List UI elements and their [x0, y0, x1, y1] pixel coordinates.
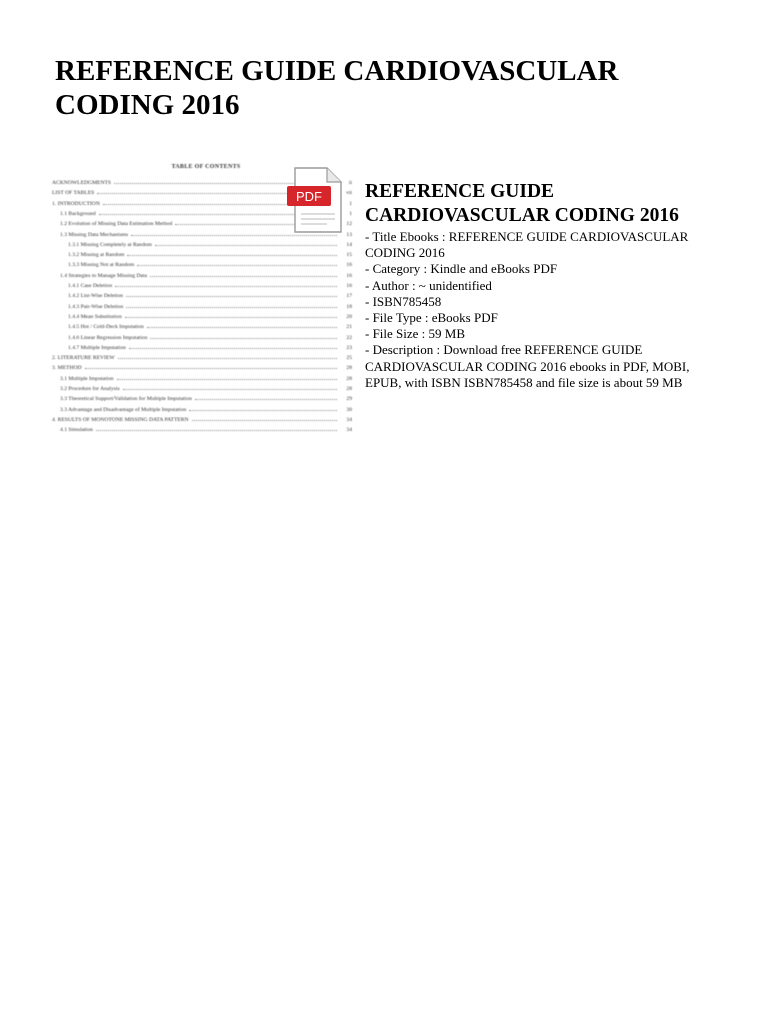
toc-row-label: 3. METHOD [52, 365, 82, 372]
toc-row-label: 1.4.2 List-Wise Deletion [68, 293, 124, 300]
toc-row-leader [96, 425, 337, 431]
toc-row [52, 415, 352, 424]
toc-row-page: 17 [346, 293, 352, 300]
toc-row-label: 3.3 Theoretical Support/Validation for Multiple Imputation [60, 396, 192, 403]
toc-row-label: 4. RESULTS OF MONOTONE MISSING DATA PATTERN [52, 416, 189, 423]
toc-row [52, 260, 352, 269]
toc-row-label: 1.4.3 Pair-Wise Deletion [68, 303, 124, 310]
toc-heading: TABLE OF CONTENTS [171, 164, 241, 170]
toc-row [52, 384, 352, 393]
toc-row-label: 1.4.6 Linear Regression Imputation [68, 334, 148, 341]
toc-row-page: 23 [346, 344, 352, 351]
toc-row-label: LIST OF TABLES [52, 190, 95, 197]
toc-row-page: 30 [346, 406, 352, 413]
toc-row [52, 291, 352, 300]
toc-row-page: vii [346, 190, 352, 197]
toc-row [52, 394, 352, 403]
toc-row-label: ACKNOWLEDGMENTS [52, 180, 112, 186]
toc-row-leader [117, 374, 337, 380]
info-title: REFERENCE GUIDE CARDIOVASCULAR CODING 2016 [365, 181, 679, 226]
toc-row [52, 425, 352, 434]
toc-row-page: 18 [346, 303, 352, 310]
toc-row-label: 1.4.5 Hot / Cold-Deck Imputation [68, 324, 144, 331]
toc-row-leader [125, 312, 337, 318]
toc-row-label: 1.4.1 Case Deletion [68, 283, 113, 289]
toc-row-leader [129, 343, 337, 349]
toc-row-leader [150, 271, 337, 277]
toc-row-leader [127, 250, 337, 256]
info-author: - Author : ~ unidentified [365, 277, 492, 293]
toc-row-leader [195, 394, 337, 400]
toc-row-label: 1.4.4 Mean Substitution [68, 313, 122, 320]
toc-row-label: 1.3.2 Missing at Random [68, 252, 125, 259]
toc-row [52, 363, 352, 372]
toc-row-page: 16 [346, 272, 352, 279]
toc-row-label: 3.3 Advantage and Disadvantage of Multiple Imputation [60, 406, 187, 413]
toc-row [52, 343, 352, 352]
toc-row-leader [189, 405, 337, 411]
toc-row-leader [192, 415, 337, 421]
pdf-file-icon [285, 166, 345, 236]
toc-row-leader [85, 363, 337, 369]
info-description: - Description : Download free REFERENCE GUIDE CARDIOVASCULAR CODING 2016 ebooks in PDF, MOBI, EPUB, with ISBN ISBN785458 and file size is about 59 MB [365, 342, 690, 390]
toc-row-page: 28 [346, 365, 352, 372]
toc-row-leader [137, 260, 337, 266]
toc-row-label: 3.2 Procedure for Analysis [60, 386, 120, 392]
toc-row-label: 1.2 Evolution of Missing Data Estimation Method [60, 221, 173, 228]
toc-row [52, 302, 352, 311]
toc-row-page: 15 [346, 252, 352, 259]
toc-row-page: 34 [346, 427, 352, 434]
toc-row-label: 1. INTRODUCTION [52, 200, 100, 207]
toc-row-label: 1.3.1 Missing Completely at Random [68, 241, 152, 248]
toc-row-page: 34 [346, 416, 352, 423]
toc-row-page: 16 [346, 283, 352, 289]
toc-row [52, 281, 352, 290]
toc-row-page: 13 [346, 231, 352, 238]
toc-row-leader [147, 322, 337, 328]
info-isbn: - ISBN785458 [365, 293, 442, 309]
toc-row-label: 1.4 Strategies to Manage Missing Data [60, 272, 147, 279]
ebook-info [365, 180, 695, 391]
toc-row-label: 1.3.3 Missing Not at Random [68, 262, 135, 269]
toc-row-page: 12 [346, 221, 352, 228]
info-file-type: - File Type : eBooks PDF [365, 310, 498, 326]
toc-row-page: 20 [346, 313, 352, 320]
toc-row [52, 405, 352, 414]
toc-row-page: 1 [349, 210, 352, 217]
toc-row-leader [126, 291, 337, 297]
toc-row-page: 28 [346, 386, 352, 392]
toc-row-page: 28 [346, 375, 352, 382]
toc-row [52, 353, 352, 362]
info-title-ebooks: - Title Ebooks : REFERENCE GUIDE CARDIOVASCULAR CODING 2016 [365, 229, 689, 261]
toc-row-page: 29 [346, 396, 352, 403]
toc-row-label: 2. LITERATURE REVIEW [52, 355, 115, 362]
toc-row-label: 4.1 Simulation [60, 427, 93, 434]
toc-row-page: 14 [346, 241, 352, 248]
toc-row [52, 374, 352, 383]
toc-row-leader [118, 353, 337, 359]
toc-row-leader [155, 240, 337, 246]
toc-row [52, 312, 352, 321]
page-title: REFERENCE GUIDE CARDIOVASCULAR CODING 2016 [55, 55, 619, 121]
info-category: - Category : Kindle and eBooks PDF [365, 261, 558, 277]
toc-row-leader [150, 333, 337, 339]
toc-row-page: 25 [346, 355, 352, 362]
toc-row [52, 250, 352, 259]
toc-row-label: 1.4.7 Multiple Imputation [68, 344, 126, 351]
toc-row-leader [123, 384, 337, 390]
toc-row-leader [126, 302, 337, 308]
toc-row-label: 1.3 Missing Data Mechanisms [60, 231, 129, 238]
toc-row-page: 21 [346, 324, 352, 331]
toc-row-label: 1.1 Background [60, 210, 96, 217]
toc-row [52, 322, 352, 331]
toc-row-page: 1 [349, 200, 352, 207]
toc-row [52, 333, 352, 342]
toc-row [52, 240, 352, 249]
pdf-page-fold [327, 168, 341, 182]
toc-row [52, 271, 352, 280]
info-file-size: - File Size : 59 MB [365, 326, 466, 342]
toc-row-page: 16 [346, 262, 352, 269]
toc-row-leader [115, 281, 337, 287]
toc-row-page: ii [348, 180, 352, 186]
toc-row-page: 22 [346, 334, 352, 341]
pdf-badge-label: PDF [296, 189, 322, 204]
toc-row-label: 3.1 Multiple Imputation [60, 375, 114, 382]
